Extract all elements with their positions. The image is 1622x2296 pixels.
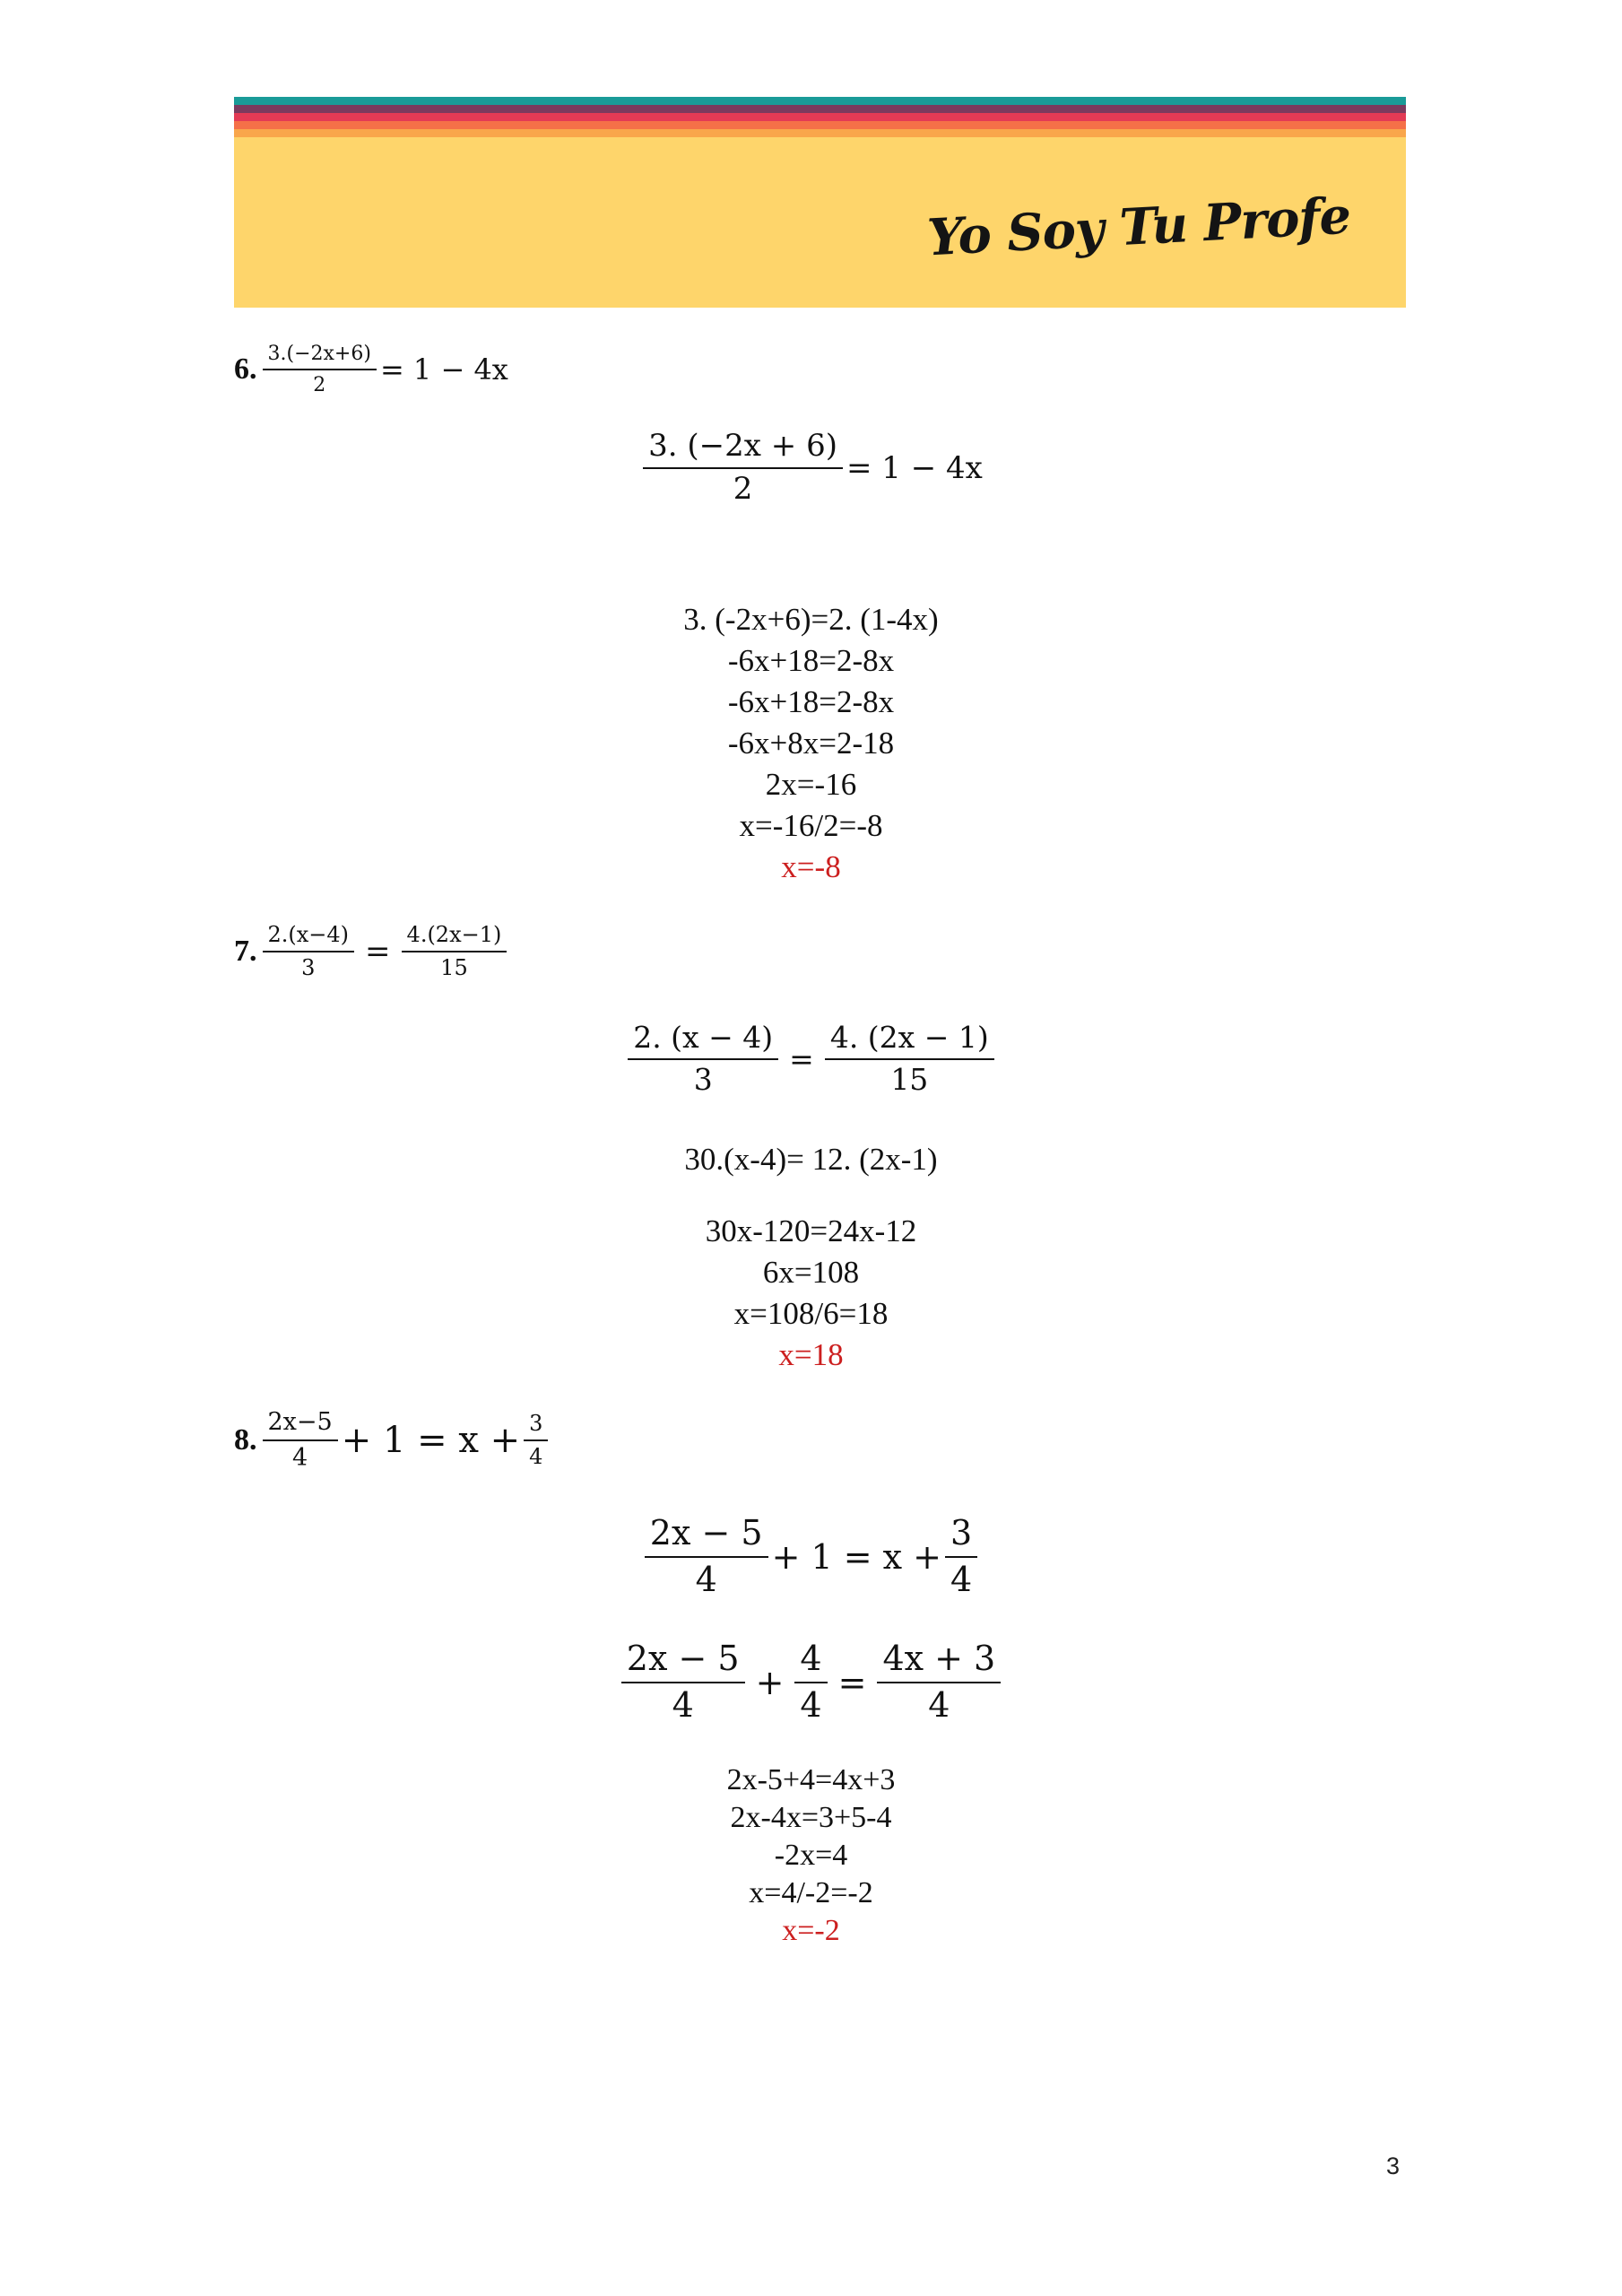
fraction-denominator: 4 (292, 1444, 308, 1473)
header-stripe-plum (234, 105, 1406, 113)
problem-7-steps (0, 1211, 1622, 1376)
fraction-numerator: 2x − 5 (645, 1516, 768, 1558)
step-line: -6x+18=2-8x (727, 643, 895, 678)
problem-8-number: 8. (234, 1423, 257, 1457)
problem-7-left-fraction (263, 924, 355, 979)
problem-7-right-fraction (402, 924, 507, 979)
display-fraction (643, 430, 843, 505)
equals-sign: = (837, 1662, 867, 1702)
header-stripe-red (234, 113, 1406, 121)
header-stripe-salmon (234, 129, 1406, 137)
step-line: 6x=108 (762, 1255, 860, 1290)
fraction-numerator: 2x−5 (263, 1410, 338, 1441)
problem-8-right-fraction (524, 1413, 548, 1468)
fraction-denominator: 4 (950, 1559, 973, 1599)
problem-8-statement (234, 1410, 551, 1472)
fraction-denominator: 4 (928, 1684, 950, 1725)
header-stripe-orange (234, 121, 1406, 129)
fraction-numerator: 3 (945, 1516, 977, 1558)
step-line: 30x-120=24x-12 (705, 1213, 917, 1248)
fraction-numerator: 3. (−2x + 6) (643, 430, 843, 469)
answer-line: x=-8 (781, 849, 841, 884)
problem-8-steps (0, 1761, 1622, 1950)
fraction-numerator: 2x − 5 (621, 1641, 745, 1683)
step-line: x=-16/2=-8 (739, 808, 883, 843)
step-line: -6x+18=2-8x (727, 684, 895, 719)
fraction-numerator: 4.(2x−1) (402, 924, 507, 952)
equation-rhs: = 1 − 4x (379, 352, 508, 387)
equals-sign: = (789, 1041, 814, 1077)
equals-sign: = (365, 934, 391, 970)
step-line: 2x=-16 (765, 767, 857, 802)
problem-8-display-equation-2 (0, 1641, 1622, 1724)
equation-middle: + 1 = x + (771, 1536, 942, 1577)
answer-line: x=18 (778, 1337, 844, 1372)
header-stripe-teal (234, 97, 1406, 105)
step-line: x=4/-2=-2 (749, 1876, 873, 1909)
problem-7-statement (234, 924, 510, 979)
problem-8-left-fraction (263, 1410, 338, 1472)
problem-7-display-equation (0, 1022, 1622, 1095)
fraction-denominator: 2 (733, 470, 753, 507)
problem-6-steps (0, 599, 1622, 888)
step-line: 2x-5+4=4x+3 (726, 1763, 896, 1796)
fraction-denominator: 4 (800, 1684, 822, 1725)
fraction-denominator: 2 (313, 374, 326, 397)
step-line: -2x=4 (774, 1839, 848, 1872)
fraction-denominator: 4 (529, 1444, 543, 1470)
step-line: -6x+8x=2-18 (727, 726, 895, 761)
step-line: 2x-4x=3+5-4 (730, 1801, 892, 1834)
fraction-numerator: 2.(x−4) (263, 924, 355, 952)
fraction-denominator: 15 (890, 1061, 929, 1097)
problem-7-first-step (0, 1139, 1622, 1180)
problem-6-number: 6. (234, 352, 257, 387)
step-line: x=108/6=18 (733, 1296, 889, 1331)
equation-rhs: = 1 − 4x (846, 449, 983, 486)
display-left-fraction (628, 1022, 778, 1095)
header-banner (234, 97, 1406, 308)
display-middle-fraction (794, 1641, 827, 1724)
plus-sign: + (755, 1662, 785, 1702)
fraction-numerator: 3.(−2x+6) (263, 344, 377, 370)
display-left-fraction (621, 1641, 745, 1724)
display-right-fraction (945, 1513, 977, 1599)
display-right-fraction (877, 1641, 1001, 1724)
page-number: 3 (1386, 2152, 1401, 2179)
answer-line: x=-2 (782, 1914, 840, 1947)
fraction-numerator: 4. (2x − 1) (825, 1022, 994, 1060)
fraction-denominator: 4 (695, 1559, 717, 1599)
problem-6-display-equation (0, 430, 1622, 505)
display-right-fraction (825, 1022, 994, 1095)
fraction-numerator: 3 (524, 1413, 548, 1441)
fraction-denominator: 15 (440, 955, 468, 981)
display-left-fraction (645, 1513, 768, 1599)
brand-logo: Yo Soy Tu Profe (925, 186, 1352, 268)
problem-6-statement (234, 344, 508, 396)
fraction-numerator: 2. (x − 4) (628, 1022, 778, 1060)
problem-7-number: 7. (234, 935, 257, 969)
equation-middle: + 1 = x + (341, 1420, 521, 1462)
step-line: 30.(x-4)= 12. (2x-1) (684, 1142, 938, 1177)
problem-6-fraction (263, 344, 377, 396)
fraction-denominator: 3 (301, 955, 316, 981)
fraction-numerator: 4 (794, 1641, 827, 1683)
fraction-numerator: 4x + 3 (877, 1641, 1001, 1683)
problem-8-display-equation-1 (0, 1513, 1622, 1599)
fraction-denominator: 3 (693, 1061, 713, 1097)
fraction-denominator: 4 (672, 1684, 694, 1725)
step-line: 3. (-2x+6)=2. (1-4x) (683, 602, 939, 637)
